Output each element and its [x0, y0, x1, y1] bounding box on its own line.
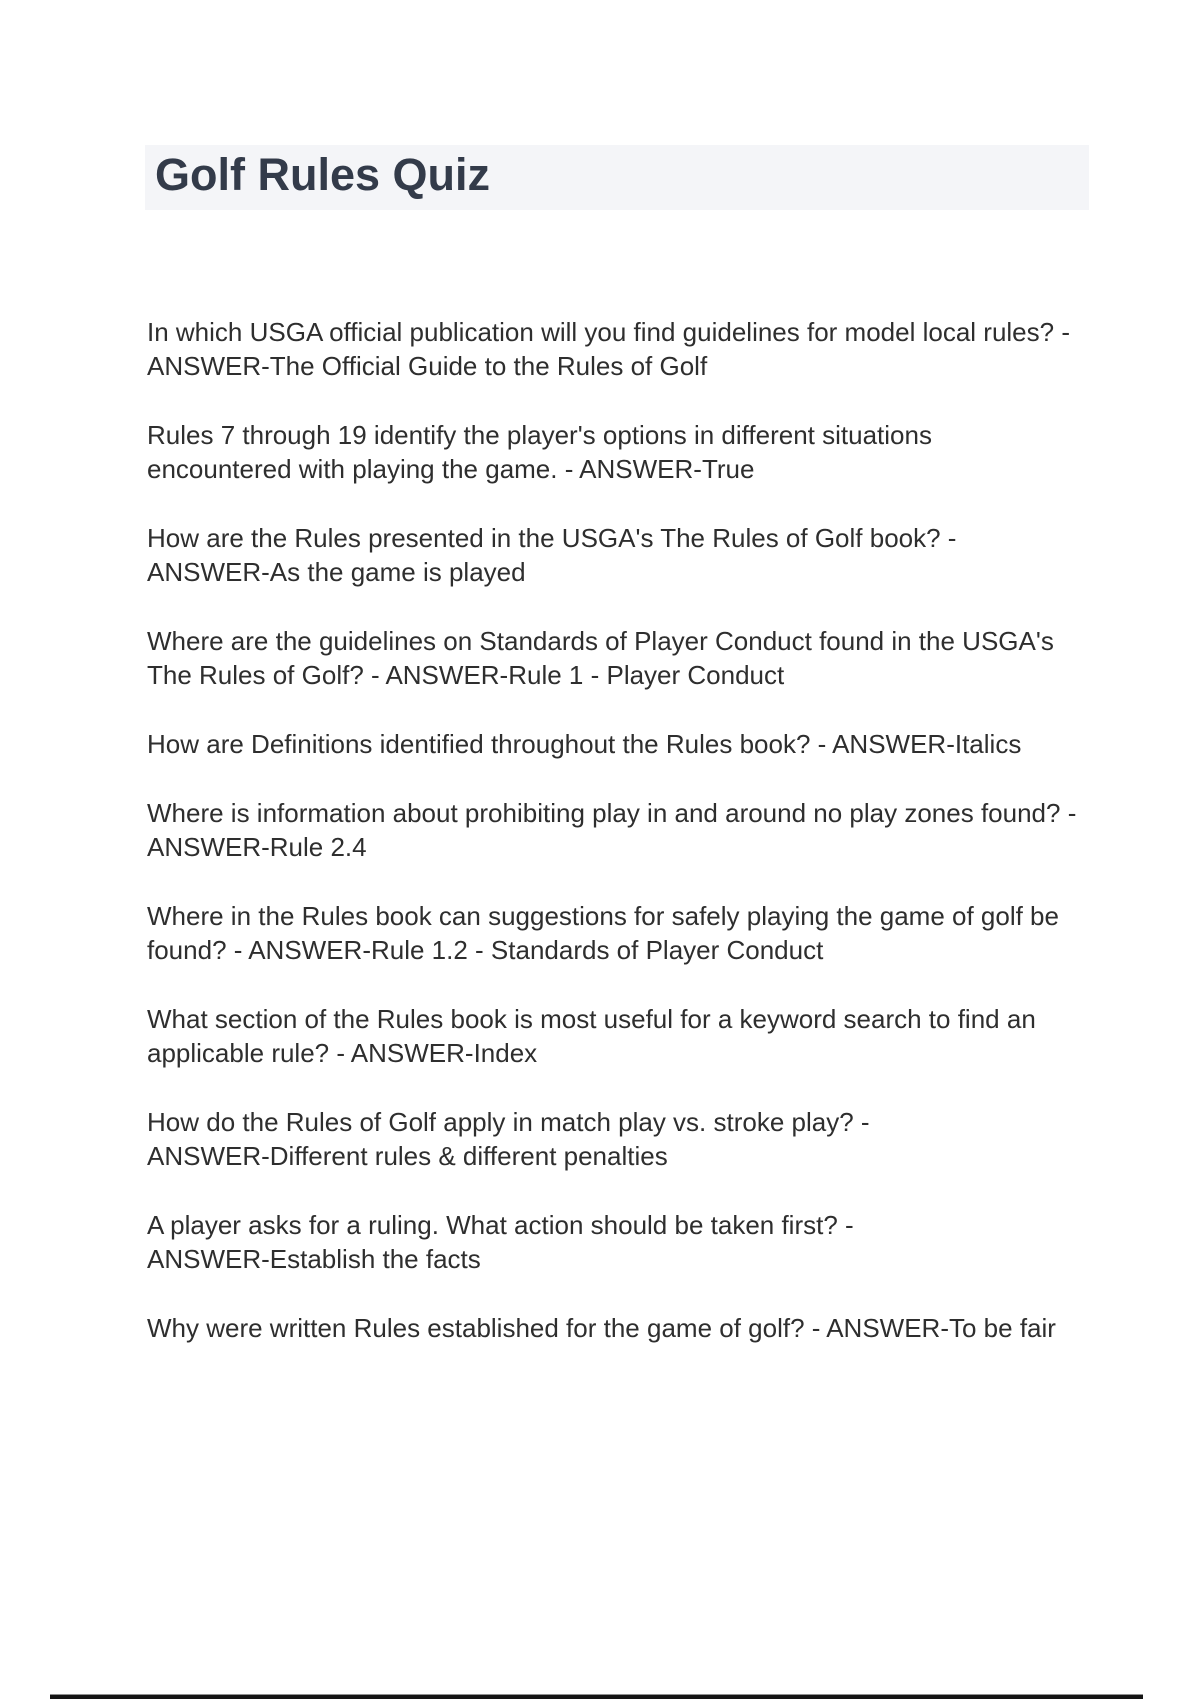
qa-line: applicable rule? - ANSWER-Index: [147, 1038, 538, 1068]
qa-paragraph: [147, 899, 1107, 967]
qa-paragraph: [147, 418, 1107, 486]
qa-paragraph: [147, 1311, 1107, 1345]
qa-line: How are Definitions identified throughout the Rules book? - ANSWER-Italics: [147, 729, 1022, 759]
qa-line: ANSWER-The Official Guide to the Rules of Golf: [147, 351, 708, 381]
qa-paragraph: [147, 1208, 1107, 1276]
qa-paragraph: [147, 1105, 1107, 1173]
qa-line: How are the Rules presented in the USGA's The Rules of Golf book? -: [147, 523, 957, 553]
qa-line: Where in the Rules book can suggestions for safely playing the game of golf be: [147, 901, 1059, 931]
page-bottom-divider: [50, 1694, 1143, 1699]
qa-paragraph: [147, 315, 1107, 383]
qa-paragraph: [147, 1002, 1107, 1070]
document-body: [147, 315, 1107, 1380]
qa-line: Where are the guidelines on Standards of Player Conduct found in the USGA's: [147, 626, 1054, 656]
qa-line: Why were written Rules established for the game of golf? - ANSWER-To be fair: [147, 1313, 1056, 1343]
qa-paragraph: [147, 727, 1107, 761]
page-title: Golf Rules Quiz: [155, 149, 491, 201]
qa-line: The Rules of Golf? - ANSWER-Rule 1 - Player Conduct: [147, 660, 785, 690]
qa-line: In which USGA official publication will you find guidelines for model local rules? -: [147, 317, 1070, 347]
qa-paragraph: [147, 796, 1107, 864]
qa-line: Where is information about prohibiting play in and around no play zones found? -: [147, 798, 1077, 828]
qa-line: What section of the Rules book is most useful for a keyword search to find an: [147, 1004, 1036, 1034]
qa-line: ANSWER-As the game is played: [147, 557, 526, 587]
qa-line: encountered with playing the game. - ANSWER-True: [147, 454, 755, 484]
title-bar: [145, 145, 1089, 210]
qa-line: A player asks for a ruling. What action should be taken first? -: [147, 1210, 854, 1240]
qa-paragraph: [147, 624, 1107, 692]
qa-line: ANSWER-Rule 2.4: [147, 832, 367, 862]
qa-line: How do the Rules of Golf apply in match play vs. stroke play? -: [147, 1107, 870, 1137]
qa-line: ANSWER-Different rules & different penalties: [147, 1141, 668, 1171]
qa-line: ANSWER-Establish the facts: [147, 1244, 481, 1274]
qa-paragraph: [147, 521, 1107, 589]
qa-line: Rules 7 through 19 identify the player's options in different situations: [147, 420, 932, 450]
qa-line: found? - ANSWER-Rule 1.2 - Standards of Player Conduct: [147, 935, 824, 965]
